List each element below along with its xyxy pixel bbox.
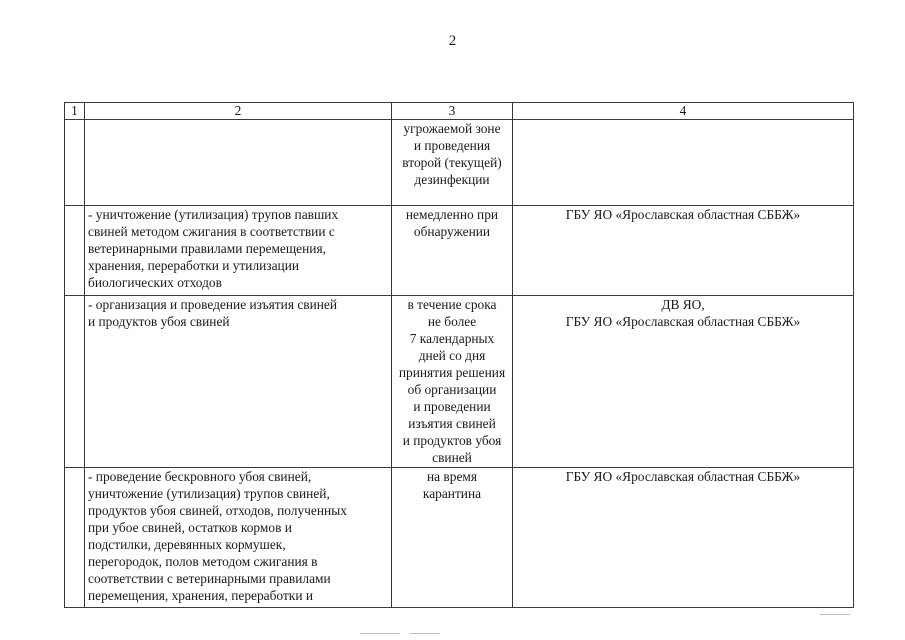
cell-line: 7 календарных: [409, 331, 495, 346]
cell-line: - организация и проведение изъятия свиней: [88, 297, 338, 312]
cell-line: - проведение бескровного убоя свиней,: [88, 469, 312, 484]
cell-line: угрожаемой зоне: [403, 121, 501, 136]
header-col-4: 4: [513, 103, 854, 120]
cell-line: свиней методом сжигания в соответствии с: [88, 224, 335, 239]
cell-line: уничтожение (утилизация) трупов свиней,: [88, 486, 330, 501]
scan-artifact: [410, 633, 440, 634]
cell-line: ДВ ЯО,: [661, 297, 705, 312]
cell-line: дней со дня: [418, 348, 486, 363]
deadline-cell: [392, 206, 513, 296]
cell-line: обнаружении: [413, 224, 491, 239]
cell-line: соответствии с ветеринарными правилами: [88, 571, 331, 586]
deadline-cell: [392, 296, 513, 468]
cell-line: перемещения, хранения, переработки и: [88, 588, 313, 603]
cell-line: изъятия свиней: [408, 416, 496, 431]
cell-line: ветеринарными правилами перемещения,: [88, 241, 326, 256]
cell-line: и продуктов убоя: [402, 433, 502, 448]
cell-line: ГБУ ЯО «Ярославская областная СББЖ»: [565, 314, 801, 329]
measure-cell: [85, 468, 392, 608]
measures-table: [64, 102, 854, 608]
cell-line: на время: [426, 469, 478, 484]
cell-line: продуктов убоя свиней, отходов, полученных: [88, 503, 347, 518]
cell-line: принятия решения: [398, 365, 506, 380]
measure-cell: [85, 296, 392, 468]
responsible-cell: [513, 296, 854, 468]
table-row: [65, 120, 854, 206]
cell-line: ГБУ ЯО «Ярославская областная СББЖ»: [565, 469, 801, 484]
header-col-3: 3: [392, 103, 513, 120]
cell-line: подстилки, деревянных кормушек,: [88, 537, 286, 552]
cell-line: об организации: [407, 382, 497, 397]
table-header-row: [65, 103, 854, 120]
cell-line: немедленно при: [405, 207, 499, 222]
deadline-cell: [392, 120, 513, 206]
scan-artifact: [820, 614, 850, 615]
deadline-cell: [392, 468, 513, 608]
cell-line: в течение срока: [407, 297, 497, 312]
cell-line: ГБУ ЯО «Ярославская областная СББЖ»: [565, 207, 801, 222]
cell-line: и проведении: [413, 399, 491, 414]
cell-line: карантина: [422, 486, 482, 501]
cell-line: хранения, переработки и утилизации: [88, 258, 300, 273]
cell-line: второй (текущей): [402, 155, 502, 170]
row-number-cell: [65, 206, 85, 296]
cell-line: дезинфекции: [414, 172, 490, 187]
row-number-cell: [65, 120, 85, 206]
cell-line: при убое свиней, остатков кормов и: [88, 520, 292, 535]
cell-line: свиней: [432, 450, 472, 465]
cell-line: и проведения: [413, 138, 491, 153]
responsible-cell: [513, 468, 854, 608]
table-row: [65, 296, 854, 468]
cell-line: биологических отходов: [88, 275, 222, 290]
table-row: [65, 206, 854, 296]
row-number-cell: [65, 296, 85, 468]
responsible-cell: [513, 206, 854, 296]
cell-line: перегородок, полов методом сжигания в: [88, 554, 318, 569]
measure-cell: [85, 120, 392, 206]
table-row: [65, 468, 854, 608]
cell-line: - уничтожение (утилизация) трупов павших: [88, 207, 339, 222]
scan-artifact: [360, 633, 400, 634]
page-number: 2: [448, 33, 457, 49]
cell-line: не более: [427, 314, 477, 329]
responsible-cell: [513, 120, 854, 206]
measure-cell: [85, 206, 392, 296]
header-col-2: 2: [85, 103, 392, 120]
row-number-cell: [65, 468, 85, 608]
cell-line: и продуктов убоя свиней: [88, 314, 230, 329]
header-col-1: 1: [65, 103, 85, 120]
